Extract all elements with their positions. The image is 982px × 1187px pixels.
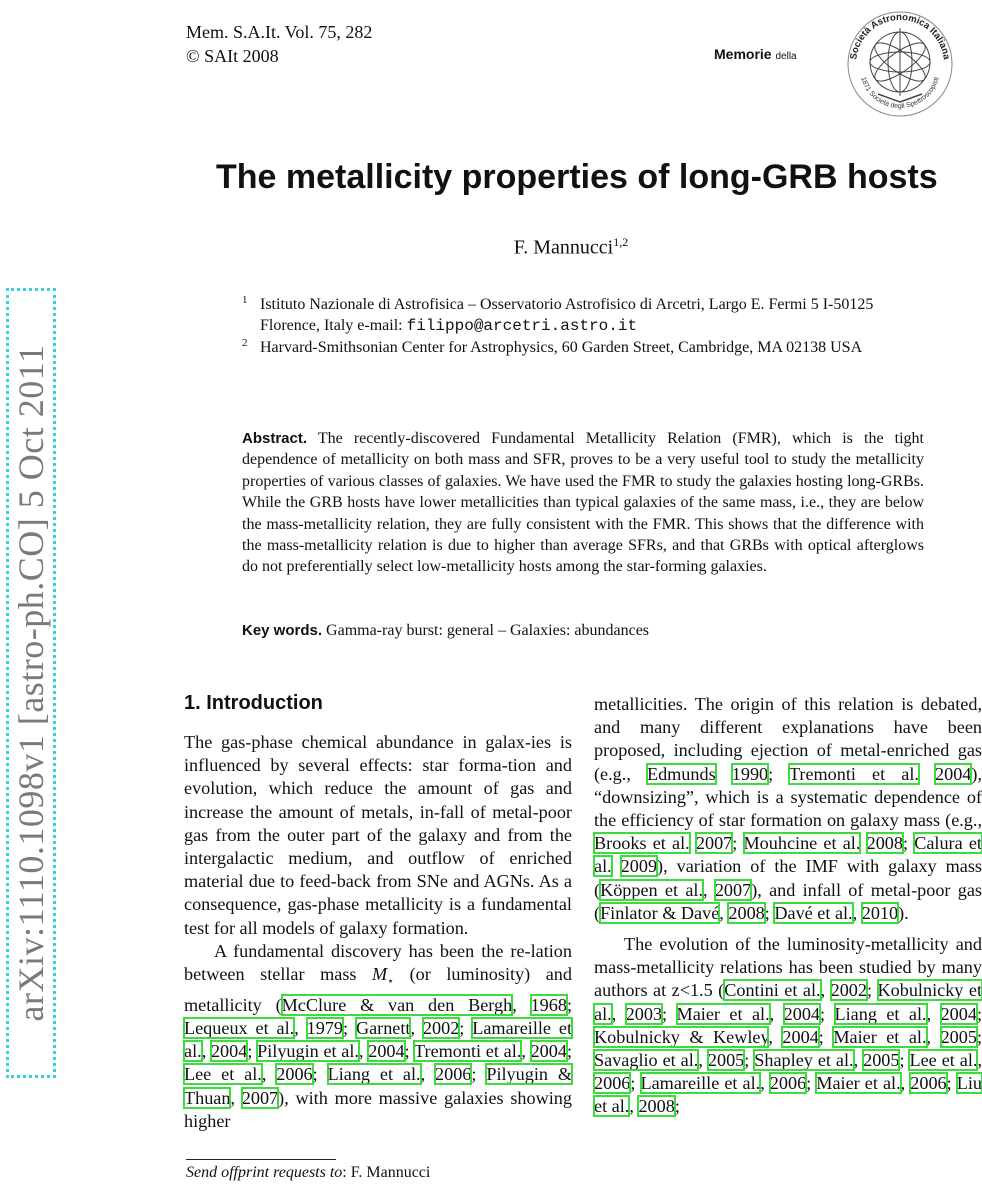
journal-volume: Mem. S.A.It. Vol. 75, 282 xyxy=(186,22,373,42)
citation-link[interactable]: Liu et al. xyxy=(594,1073,982,1117)
text-run: ). xyxy=(898,902,909,923)
keywords xyxy=(242,620,924,641)
journal-copyright: © SAIt 2008 xyxy=(186,46,279,66)
journal-name-memorie: Memorie xyxy=(714,46,772,62)
math-mstar: M xyxy=(372,964,388,985)
citation-link[interactable]: Pilyugin & Thuan xyxy=(184,1064,573,1108)
citation-link[interactable]: Savaglio et al. xyxy=(594,1050,699,1071)
citation-link[interactable]: 2009 xyxy=(620,856,658,877)
citation-link[interactable]: Maier et al. xyxy=(833,1026,927,1047)
citation-link[interactable]: 2007 xyxy=(695,833,733,854)
affiliation-1 xyxy=(242,294,924,337)
citation-link[interactable]: 2007 xyxy=(714,879,752,900)
citation-link[interactable]: Calura et al. xyxy=(594,833,982,877)
text-run: The evolution of the luminosity-metallicity and mass-metallicity relations has been studied by many authors at z<1.5 ( xyxy=(594,934,982,1001)
author-affiliation-marks: 1,2 xyxy=(613,235,629,249)
citation-link[interactable]: Lamareille et al. xyxy=(184,1018,573,1062)
keywords-text: Gamma-ray burst: general – Galaxies: abundances xyxy=(326,622,650,639)
keywords-label: Key words. xyxy=(242,622,323,639)
citation-link[interactable]: 1979 xyxy=(306,1018,343,1039)
seal-top-text: Società Astronomica Italiana xyxy=(848,11,952,61)
citation-link[interactable]: Maier et al. xyxy=(676,1003,770,1024)
text-run: ), “downsizing”, which is a systematic dependence of the efficiency of star formation on galaxy mass (e.g., xyxy=(594,763,982,831)
section-heading: 1. Introduction xyxy=(184,692,323,714)
author-name: F. Mannucci xyxy=(513,236,614,259)
citation-link[interactable]: 2006 xyxy=(910,1073,947,1094)
citation-link[interactable]: 2002 xyxy=(422,1018,460,1039)
author-email: filippo@arcetri.astro.it xyxy=(406,317,638,335)
affiliation-number: 1 xyxy=(242,294,248,306)
citation-link[interactable]: 2006 xyxy=(594,1073,631,1094)
author-line xyxy=(0,235,982,260)
citation-link[interactable]: 2004 xyxy=(940,1003,977,1024)
footnote-rule xyxy=(186,1159,336,1160)
text-run: ), with more massive galaxies showing higher xyxy=(184,1087,572,1131)
citation-link[interactable]: 2006 xyxy=(435,1064,472,1085)
citation-link[interactable]: 2010 xyxy=(861,902,899,923)
citation-link[interactable]: Brooks et al. xyxy=(594,833,690,854)
journal-header xyxy=(186,20,372,68)
arxiv-id: arXiv:1110.1098v1 [astro-ph.CO] 5 Oct 2011 xyxy=(11,344,51,1022)
journal-name xyxy=(714,46,797,62)
arxiv-stamp xyxy=(6,288,56,1078)
affiliation-2 xyxy=(242,337,924,358)
citation-link[interactable]: Liang et al. xyxy=(834,1003,927,1024)
paragraph: The evolution of the luminosity-metallicity and mass-metallicity relations has been studied by many authors at z<1.5 (Contini et al., 2002; Kobulnicky et al., 2003; Maier et al., 2004; Liang et al., 2004; Kobulnicky & Kewley, 2004; Maier et al., 2005; Savaglio et al., 2005; Shapley et al., 2005; Lee et al., 2006; Lamareille et al., 2006; Maier et al., 2006; Liu et al., 2008; xyxy=(594,934,982,1117)
citation-link[interactable]: Contini et al. xyxy=(724,980,821,1001)
society-seal-logo xyxy=(838,2,962,120)
body-column-left xyxy=(184,731,572,1133)
footnote-name: : F. Mannucci xyxy=(342,1164,431,1181)
citation-link[interactable]: 2008 xyxy=(638,1096,675,1117)
paragraph: The gas-phase chemical abundance in galax-ies is influenced by several effects: star forma-tion and evolution, which reduce the amount of gas and increase the amount of metals, in-fall of metal-poor gas from the outer part of the galaxy and from the intergalactic medium, and outflow of enriched material due to feed-back from SNe and AGNs. As a consequence, gas-phase metallicity is a fundamental test for all models of galaxy formation. xyxy=(184,732,572,938)
citation-link[interactable]: Davé et al. xyxy=(774,902,853,923)
citation-link[interactable]: 2004 xyxy=(935,763,972,784)
citation-link[interactable]: 2006 xyxy=(769,1073,807,1094)
citation-link[interactable]: 2005 xyxy=(940,1026,977,1047)
citation-link[interactable]: 2004 xyxy=(210,1041,248,1062)
text-run: metallicities. The origin of this relation is debated, and many different explanations have been proposed, including ejection of metal-enriched gas (e.g., xyxy=(594,694,982,784)
body-column-right xyxy=(594,693,982,1119)
citation-link[interactable]: Tremonti et al. xyxy=(414,1041,522,1062)
citation-link[interactable]: 2004 xyxy=(783,1003,820,1024)
footnote xyxy=(186,1164,430,1182)
citation-link[interactable]: McClure & van den Bergh xyxy=(281,994,513,1015)
citation-link[interactable]: 2006 xyxy=(276,1064,313,1085)
paragraph: A fundamental discovery has been the re-lation between stellar mass $M_⋆$ (or luminosity) and metallicity (McClure & van den Bergh, 1968; Lequeux et al., 1979; Garnett, 2002; Lamareille et al., 2004; Pilyugin et al., 2004; Tremonti et al., 2004; Lee et al., 2006; Liang et al., 2006; Pilyugin & Thuan, 2007), with more massive galaxies showing higher xyxy=(184,940,573,1131)
citation-link[interactable]: Garnett xyxy=(355,1018,411,1039)
citation-link[interactable]: 2005 xyxy=(863,1050,900,1071)
citation-link[interactable]: Finlator & Davé xyxy=(600,902,720,923)
citation-link[interactable]: Lee et al. xyxy=(909,1050,978,1071)
citation-link[interactable]: Shapley et al. xyxy=(754,1050,854,1071)
citation-link[interactable]: Edmunds xyxy=(646,763,716,784)
paper-title: The metallicity properties of long-GRB hosts xyxy=(216,158,938,196)
text-run: A fundamental discovery has been the re-lation between stellar mass xyxy=(184,940,572,985)
math-star-subscript: ⋆ xyxy=(387,975,395,988)
citation-link[interactable]: Kobulnicky et al. xyxy=(594,980,982,1024)
citation-link[interactable]: Mouhcine et al. xyxy=(743,833,861,854)
citation-link[interactable]: 2007 xyxy=(241,1087,279,1108)
affiliation-number: 2 xyxy=(242,337,248,349)
citation-link[interactable]: 2004 xyxy=(530,1041,567,1062)
citation-link[interactable]: 1968 xyxy=(530,994,567,1015)
citation-link[interactable]: 2003 xyxy=(625,1003,663,1024)
text-run: (or luminosity) and metallicity ( xyxy=(184,964,572,1015)
citation-link[interactable]: 2008 xyxy=(728,902,765,923)
abstract-label: Abstract. xyxy=(242,430,308,447)
citation-link[interactable]: Pilyugin et al. xyxy=(257,1041,359,1062)
abstract xyxy=(242,428,924,578)
citation-link[interactable]: Lequeux et al. xyxy=(184,1018,295,1039)
citation-link[interactable]: Maier et al. xyxy=(816,1073,901,1094)
citation-link[interactable]: Tremonti et al. xyxy=(788,763,919,784)
affiliation-text: Istituto Nazionale di Astrofisica – Osservatorio Astrofisico di Arcetri, Largo E. Fermi 5 I-50125 Florence, Italy e-mail: xyxy=(260,296,874,334)
citation-link[interactable]: Lee et al. xyxy=(184,1064,262,1085)
citation-link[interactable]: Lamareille et al. xyxy=(640,1073,761,1094)
citation-link[interactable]: 2004 xyxy=(782,1026,819,1047)
journal-name-della: della xyxy=(775,51,797,62)
citation-link[interactable]: Liang et al. xyxy=(327,1064,421,1085)
citation-link[interactable]: 1990 xyxy=(731,763,769,784)
paragraph: metallicities. The origin of this relation is debated, and many different explanations have been proposed, including ejection of metal-enriched gas (e.g., Edmunds 1990; Tremonti et al. 2004), “downsizing”, which is a systematic dependence of the efficiency of star formation on galaxy mass (e.g., Brooks et al. 2007; Mouhcine et al. 2008; Calura et al. 2009), variation of the IMF with galaxy mass (Köppen et al., 2007), and infall of metal-poor gas (Finlator & Davé, 2008; Davé et al., 2010). xyxy=(594,694,982,923)
citation-link[interactable]: 2002 xyxy=(830,980,867,1001)
citation-link[interactable]: Kobulnicky & Kewley xyxy=(594,1026,769,1047)
abstract-text: The recently-discovered Fundamental Metallicity Relation (FMR), which is the tight dependence of metallicity on both mass and SFR, proves to be a very useful tool to study the metallicity properties of various classes of galaxies. We have used the FMR to study the galaxies hosting long-GRBs. While the GRB hosts have lower metallicities than typical galaxies of the same mass, i.e., they are below the mass-metallicity relation, they are fully consistent with the FMR. This shows that the difference with the mass-metallicity relation is due to higher than average SFRs, and that GRBs with optical afterglows do not preferentially select low-metallicity hosts among the star-forming galaxies. xyxy=(242,430,924,576)
seal-bottom-text: 1871 Società degli Spettroscopisti xyxy=(859,76,941,111)
affiliation-text: Harvard-Smithsonian Center for Astrophysics, 60 Garden Street, Cambridge, MA 02138 USA xyxy=(260,339,863,356)
text-run: ), and infall of metal-poor gas ( xyxy=(594,879,982,923)
text-run: ), variation of the IMF with galaxy mass ( xyxy=(594,856,982,900)
citation-link[interactable]: 2008 xyxy=(866,833,903,854)
citation-link[interactable]: 2005 xyxy=(707,1050,745,1071)
citation-link[interactable]: 2004 xyxy=(368,1041,405,1062)
citation-link[interactable]: Köppen et al. xyxy=(600,879,703,900)
footnote-label: Send offprint requests to xyxy=(186,1164,343,1181)
